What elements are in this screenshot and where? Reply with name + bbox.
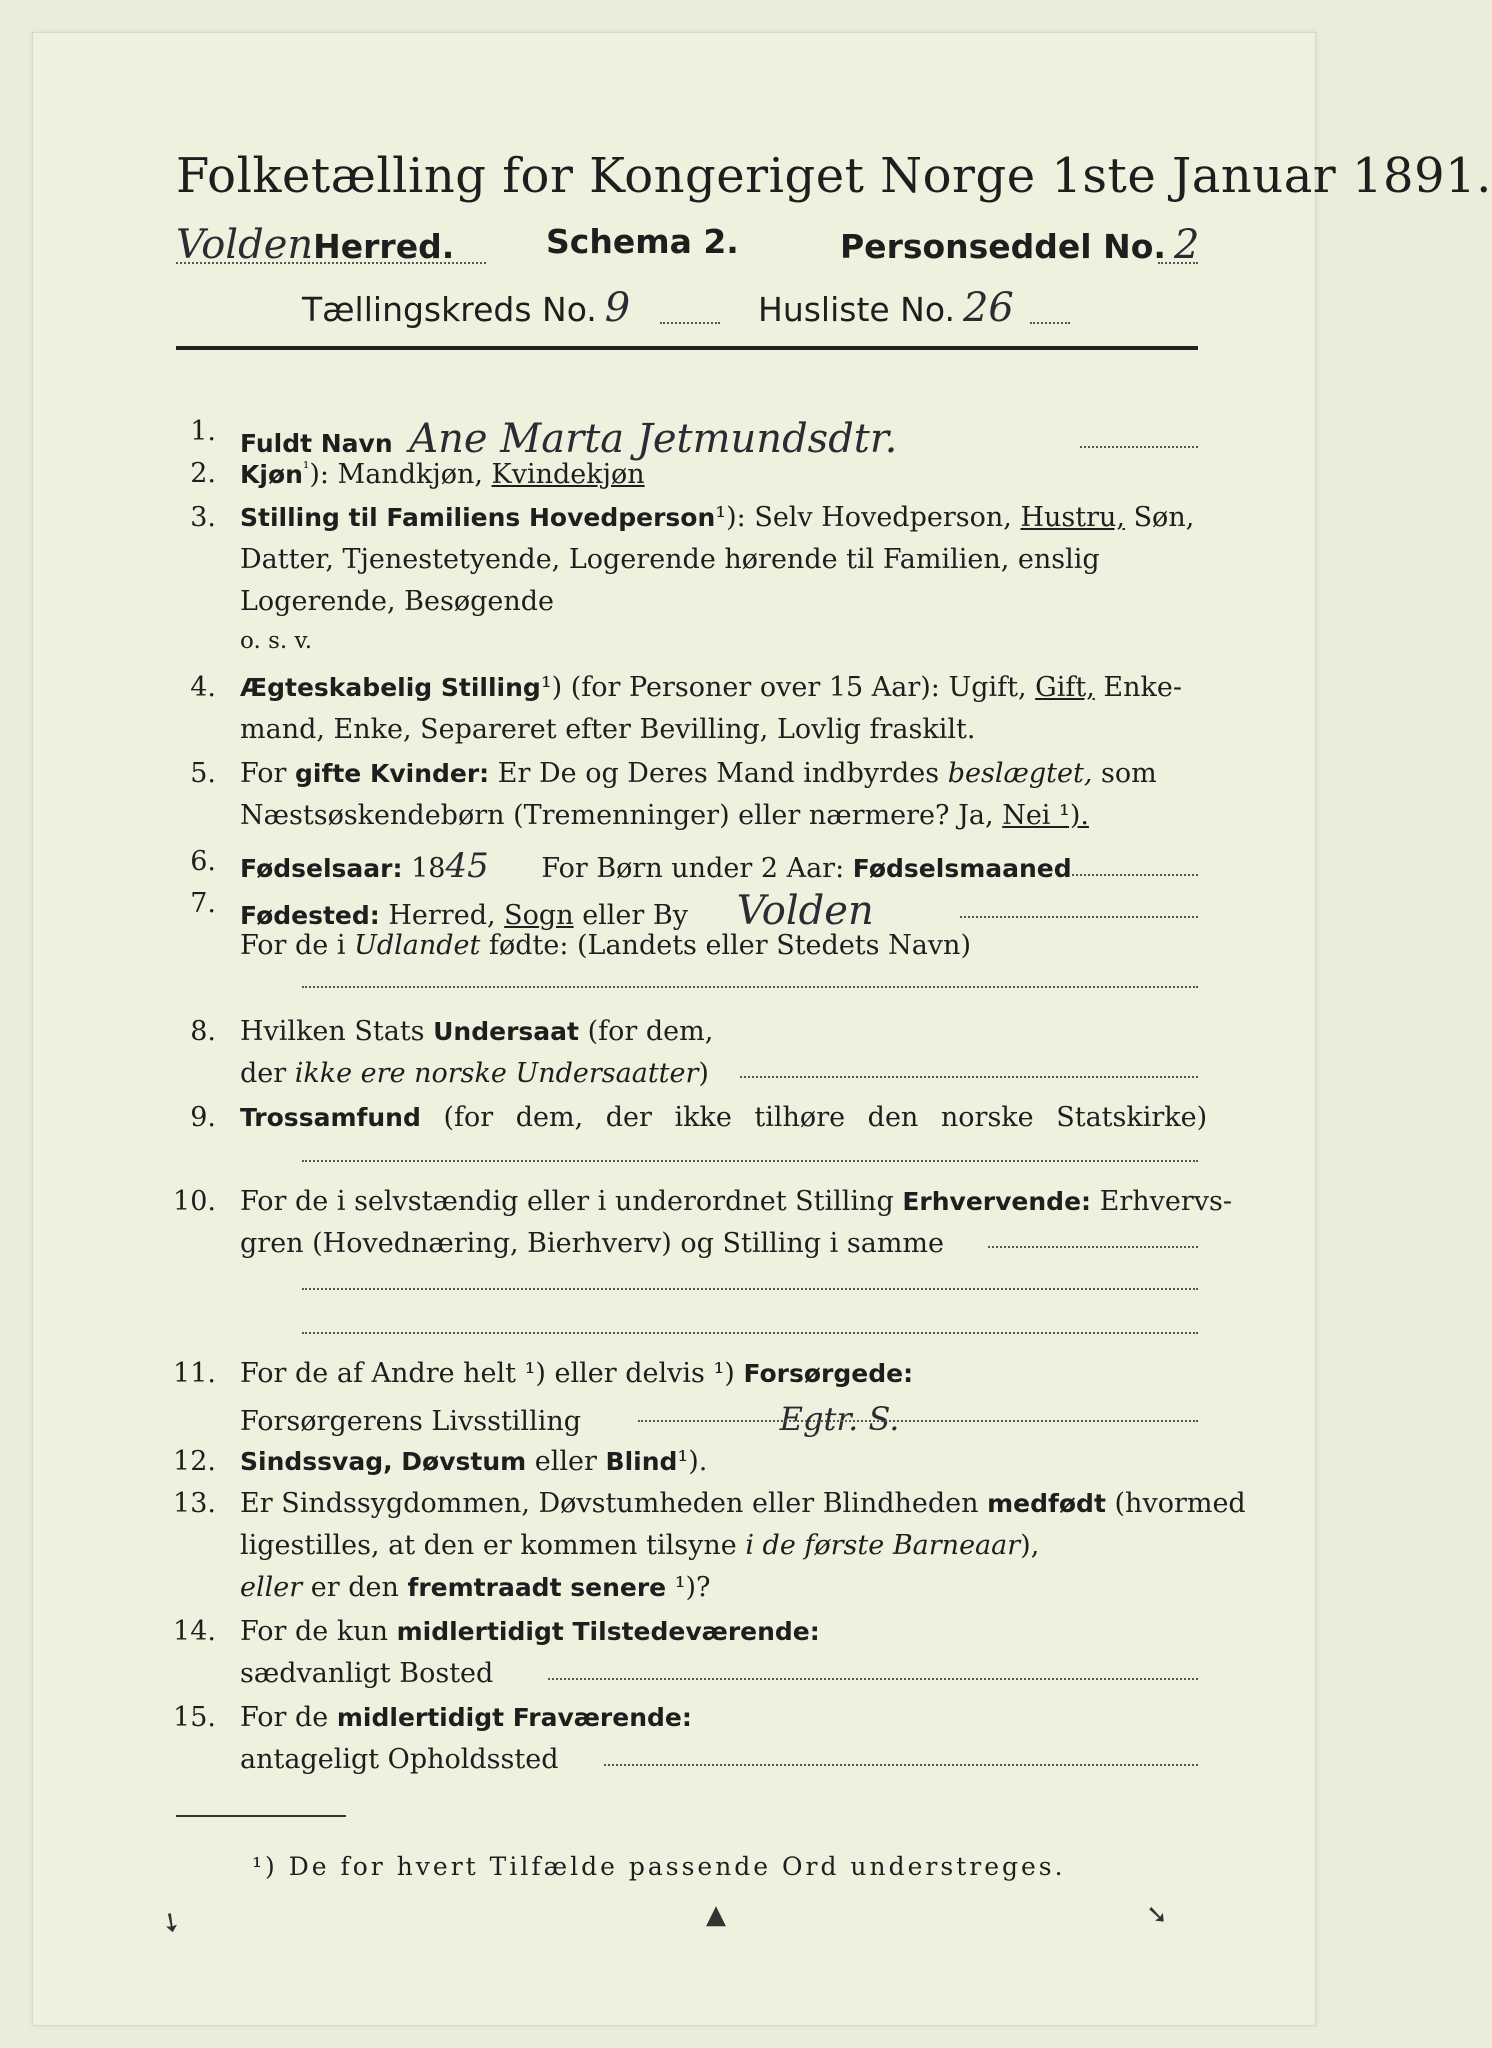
- item-12-bold: Sindssvag, Døvstum: [240, 1447, 527, 1476]
- herred-label: Herred.: [313, 227, 455, 266]
- item-11-text-a: For de af Andre helt ¹) eller delvis ¹): [240, 1358, 735, 1389]
- item-7-label: Fødested:: [240, 901, 380, 930]
- form-title: Folketælling for Kongeriget Norge 1ste Januar 1891.: [176, 148, 1492, 204]
- kreds-value: 9: [604, 285, 631, 331]
- husliste-label: Husliste No.: [758, 290, 955, 329]
- item-7-number: 7.: [190, 888, 216, 919]
- item-10-dots: [988, 1246, 1198, 1248]
- item-4-text-b: Enke-: [1103, 672, 1182, 703]
- item-11-line-2-text: Forsørgerens Livsstilling: [240, 1406, 582, 1437]
- item-11-row: [240, 1358, 913, 1389]
- item-7-text-a: Herred,: [388, 900, 496, 931]
- item-8-text-b: (for dem,: [587, 1016, 714, 1047]
- item-7-selected: Sogn: [504, 900, 574, 931]
- item-7-line-2: [240, 930, 971, 961]
- item-13-row: [240, 1488, 1246, 1519]
- item-7-blank-dots: [302, 986, 1198, 988]
- item-2-label: Kjøn: [240, 460, 303, 489]
- item-1-number: 1.: [190, 416, 216, 447]
- item-14-text-a: For de kun: [240, 1616, 388, 1647]
- personseddel-dots: [1158, 262, 1198, 264]
- item-9-blank-dots: [302, 1160, 1198, 1162]
- item-8-dots: [740, 1076, 1198, 1078]
- husliste-dots: [1030, 322, 1070, 324]
- item-10-number: 10.: [173, 1186, 216, 1217]
- item-10-blank-dots-2: [302, 1332, 1198, 1334]
- item-7-line-2a: For de i: [240, 930, 346, 961]
- item-8-bold: Undersaat: [433, 1017, 579, 1046]
- item-6-label: Fødselsaar:: [240, 854, 403, 883]
- item-9-row: [240, 1102, 1207, 1133]
- item-5-number: 5.: [190, 758, 216, 789]
- item-3-line-4: o. s. v.: [240, 628, 313, 654]
- item-6-value: 45: [445, 846, 489, 886]
- item-5-line-2: [240, 800, 1089, 831]
- item-8-line-2b: ): [698, 1058, 709, 1089]
- footnote-rule: [176, 1815, 346, 1817]
- item-7-line-2b: fødte: (Landets eller Stedets Navn): [488, 930, 971, 961]
- item-12-row: [240, 1446, 707, 1477]
- item-10-text-b: Erhvervs-: [1099, 1186, 1233, 1217]
- item-6-bold: Fødselsmaaned: [852, 854, 1072, 883]
- husliste-line: [758, 285, 1014, 331]
- husliste-value: 26: [962, 285, 1014, 331]
- footnote: ¹) De for hvert Tilfælde passende Ord understreges.: [252, 1852, 1066, 1881]
- schema-label: Schema 2.: [546, 222, 739, 261]
- item-5-bold: gifte Kvinder:: [295, 759, 490, 788]
- item-10-bold: Erhvervende:: [902, 1187, 1092, 1216]
- item-13-line-3a: er den: [310, 1572, 399, 1603]
- item-15-number: 15.: [173, 1702, 216, 1733]
- item-15-dots: [604, 1764, 1198, 1766]
- item-4-label: Ægteskabelig Stilling: [240, 673, 541, 702]
- item-2-row: [240, 458, 645, 490]
- personseddel-line: [840, 222, 1199, 268]
- item-14-line-2: sædvanligt Bosted: [240, 1658, 494, 1689]
- item-3-text-b: Søn,: [1133, 502, 1195, 533]
- item-14-number: 14.: [173, 1616, 216, 1647]
- item-8-row: [240, 1016, 713, 1047]
- item-3-text-a: ¹): Selv Hovedperson,: [715, 502, 1012, 533]
- item-5-text-a: For: [240, 758, 287, 789]
- item-11-dots: [638, 1420, 1198, 1422]
- item-1-label: Fuldt Navn: [240, 429, 393, 458]
- item-5-selected: Nei ¹).: [1002, 800, 1089, 831]
- item-10-blank-dots-1: [302, 1288, 1198, 1290]
- item-13-line-3bold: fremtraadt senere: [407, 1573, 667, 1602]
- item-7-line-2i: Udlandet: [354, 930, 481, 961]
- kreds-line: [302, 285, 630, 331]
- item-12-text-a: eller: [534, 1446, 597, 1477]
- item-4-number: 4.: [190, 672, 216, 703]
- corner-mark-right-icon: ➘: [1146, 1900, 1168, 1930]
- item-8-text-a: Hvilken Stats: [240, 1016, 425, 1047]
- item-1-name-value: Ane Marta Jetmundsdtr.: [409, 416, 898, 462]
- item-13-line-2b: ),: [1020, 1530, 1040, 1561]
- item-3-row: [240, 502, 1194, 533]
- corner-mark-center-icon: ▲: [706, 1900, 726, 1930]
- item-11-line-2: [240, 1400, 899, 1438]
- kreds-dots: [660, 322, 720, 324]
- item-2-text: ): Mandkjøn,: [309, 459, 483, 490]
- item-7-text-b: eller By: [582, 900, 688, 931]
- item-6-text: For Børn under 2 Aar:: [541, 853, 845, 884]
- item-13-text-a: Er Sindssygdommen, Døvstumheden eller Blindheden: [240, 1488, 979, 1519]
- item-5-row: [240, 758, 1157, 789]
- item-11-value: Egtr. S.: [779, 1400, 900, 1438]
- item-4-line-2: mand, Enke, Separeret efter Bevilling, Lovlig fraskilt.: [240, 714, 976, 745]
- item-13-line-2i: i de første Barneaar: [745, 1530, 1021, 1561]
- item-4-text-a: ¹) (for Personer over 15 Aar): Ugift,: [540, 672, 1027, 703]
- item-12-number: 12.: [173, 1446, 216, 1477]
- item-14-dots: [548, 1678, 1198, 1680]
- item-10-line-2: gren (Hovednæring, Bierhverv) og Stilling i samme: [240, 1228, 945, 1259]
- herred-dots: [176, 262, 486, 264]
- item-15-line-2: antageligt Opholdssted: [240, 1744, 559, 1775]
- item-1-dots: [1080, 446, 1198, 448]
- corner-mark-left-icon: ➘: [153, 1904, 189, 1942]
- item-5-line-2-text: Næstsøskendebørn (Tremenninger) eller nærmere? Ja,: [240, 800, 994, 831]
- item-11-bold: Forsørgede:: [743, 1359, 914, 1388]
- kreds-label: Tællingskreds No.: [302, 290, 597, 329]
- item-6-row: [240, 846, 1072, 886]
- item-8-number: 8.: [190, 1016, 216, 1047]
- item-9-bold: Trossamfund: [240, 1103, 421, 1132]
- item-7-dots: [960, 916, 1198, 918]
- item-3-line-3: Logerende, Besøgende: [240, 586, 554, 617]
- header-rule: [176, 346, 1198, 350]
- item-13-line-2a: ligestilles, at den er kommen tilsyne: [240, 1530, 737, 1561]
- item-2-sup: ¹: [302, 458, 310, 477]
- item-3-number: 3.: [190, 502, 216, 533]
- item-13-line-3b: ¹)?: [674, 1572, 711, 1603]
- item-14-bold: midlertidigt Tilstedeværende:: [396, 1617, 820, 1646]
- item-14-row: [240, 1616, 820, 1647]
- item-2-number: 2.: [190, 458, 216, 489]
- item-6-number: 6.: [190, 846, 216, 877]
- item-3-label: Stilling til Familiens Hovedperson: [240, 503, 716, 532]
- item-15-row: [240, 1702, 692, 1733]
- item-8-line-2: [240, 1058, 709, 1089]
- herred-value: Volden: [176, 222, 314, 268]
- personseddel-value: 2: [1173, 222, 1200, 268]
- item-13-bold: medfødt: [987, 1489, 1106, 1518]
- item-5-text-b: Er De og Deres Mand indbyrdes: [497, 758, 940, 789]
- item-7-value: Volden: [736, 888, 874, 934]
- item-3-line-2: Datter, Tjenestetyende, Logerende hørende til Familien, enslig: [240, 544, 1100, 575]
- item-3-selected: Hustru,: [1020, 502, 1125, 533]
- item-13-number: 13.: [173, 1488, 216, 1519]
- item-8-line-2i: ikke ere norske Undersaatter: [294, 1058, 699, 1089]
- item-6-prefix: 18: [411, 853, 446, 884]
- item-15-bold: midlertidigt Fraværende:: [336, 1703, 692, 1732]
- item-13-line-3: [240, 1572, 711, 1603]
- item-5-italic: beslægtet,: [947, 758, 1093, 789]
- item-10-row: [240, 1186, 1232, 1217]
- item-15-text-a: For de: [240, 1702, 329, 1733]
- item-12-text-b: ¹).: [677, 1446, 708, 1477]
- item-4-row: [240, 672, 1182, 703]
- item-9-number: 9.: [190, 1102, 216, 1133]
- item-1-row: [240, 416, 897, 462]
- item-12-bold-2: Blind: [605, 1447, 678, 1476]
- item-11-number: 11.: [173, 1358, 216, 1389]
- item-13-line-2: [240, 1530, 1039, 1561]
- item-7-row: [240, 888, 874, 934]
- item-9-text: (for dem, der ikke tilhøre den norske Statskirke): [443, 1102, 1208, 1133]
- item-4-selected: Gift,: [1035, 672, 1095, 703]
- item-13-text-b: (hvormed: [1114, 1488, 1246, 1519]
- item-5-text-c: som: [1101, 758, 1157, 789]
- item-6-dots: [1072, 874, 1198, 876]
- personseddel-label: Personseddel No.: [840, 227, 1166, 266]
- item-10-text-a: For de i selvstændig eller i underordnet Stilling: [240, 1186, 894, 1217]
- item-2-selected: Kvindekjøn: [491, 459, 645, 490]
- item-13-line-3i: eller: [240, 1572, 303, 1603]
- item-8-line-2a: der: [240, 1058, 287, 1089]
